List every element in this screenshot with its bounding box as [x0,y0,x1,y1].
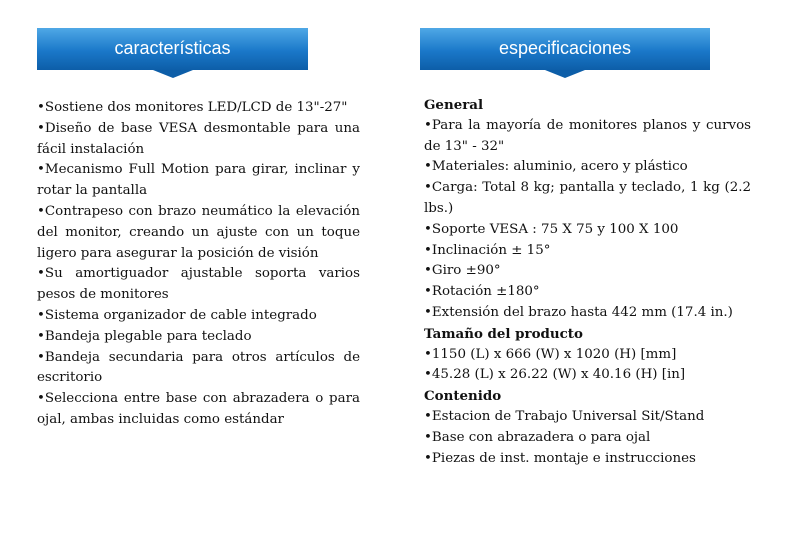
feature-item: •Diseño de base VESA desmontable para una fácil instalación [37,120,360,157]
section-heading-general: General [424,97,484,113]
spec-item: •Inclinación ± 15° [424,242,551,258]
feature-item: •Su amortiguador ajustable soporta varios pesos de monitores [37,266,360,303]
feature-item: •Selecciona entre base con abrazadera o para ojal, ambas incluidas como estándar [37,391,360,427]
section-heading-contents: Contenido [424,388,502,405]
spec-item: •Extensión del brazo hasta 442 mm (17.4 in.) [424,304,733,320]
feature-item: •Bandeja plegable para teclado [37,328,252,344]
specs-list [424,95,751,469]
spec-item: •1150 (L) x 666 (W) x 1020 (H) [mm] [424,346,677,362]
spec-item: •Piezas de inst. montaje e instrucciones [424,450,696,466]
feature-item: •Mecanismo Full Motion para girar, inclinar y rotar la pantalla [37,162,360,199]
features-banner [37,28,308,70]
spec-item: •Estacion de Trabajo Universal Sit/Stand [424,408,705,424]
specs-banner-title: especificaciones [498,37,632,58]
spec-item: •Materiales: aluminio, acero y plástico [424,159,688,175]
spec-item: •Carga: Total 8 kg; pantalla y teclado, 1 kg (2.2 lbs.) [424,180,751,216]
spec-item: •Giro ±90° [424,263,501,279]
specs-banner [420,28,710,70]
spec-item: •Para la mayoría de monitores planos y curvos de 13" - 32" [424,117,751,154]
features-banner-title: características [114,37,231,58]
banner-arrow-icon [153,70,193,78]
feature-item: •Sistema organizador de cable integrado [37,307,317,323]
feature-item: •Sostiene dos monitores LED/LCD de 13"-27" [37,100,348,115]
feature-item: •Bandeja secundaria para otros artículos de escritorio [37,349,360,386]
spec-item: •45.28 (L) x 26.22 (W) x 40.16 (H) [in] [424,367,686,383]
features-list [37,98,360,431]
spec-item: •Rotación ±180° [424,284,540,300]
banner-arrow-icon [545,70,585,78]
feature-item: •Contrapeso con brazo neumático la elevación del monitor, creando un ajuste con un toque ligero para asegurar la posición de visión [37,203,360,261]
spec-item: •Base con abrazadera o para ojal [424,429,651,445]
section-heading-size: Tamaño del producto [424,325,583,342]
spec-item: •Soporte VESA : 75 X 75 y 100 X 100 [424,221,679,237]
